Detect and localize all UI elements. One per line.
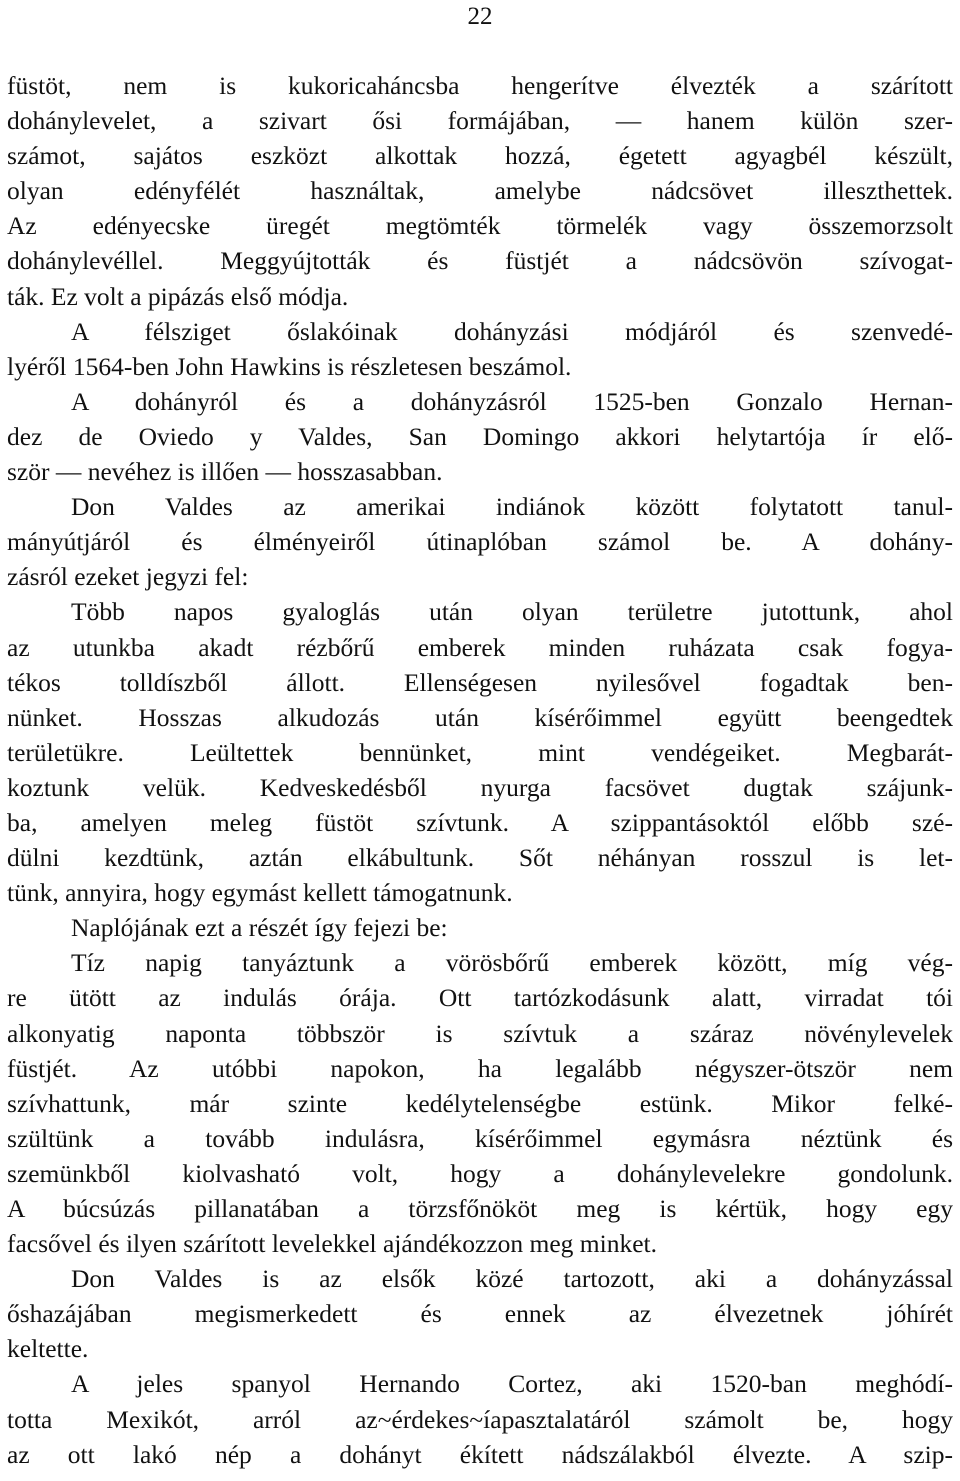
text-line: tünk, annyira, hogy egymást kellett támogatnunk. — [7, 878, 513, 908]
text-line: Don Valdes is az elsők közé tartozott, aki a dohányzással — [71, 1264, 953, 1294]
text-line: dülni kezdtünk, aztán elkábultunk. Sőt néhányan rosszul is let- — [7, 843, 953, 873]
text-line: zásról ezeket jegyzi fel: — [7, 562, 249, 592]
text-line: szívhattunk, már szinte kedélytelenségbe estünk. Mikor felké- — [7, 1088, 953, 1118]
page-number: 22 — [467, 3, 493, 30]
text-line: dohánylevéllel. Meggyújtották és füstjét a nádcsövön szívogat- — [7, 246, 953, 276]
text-line: Tíz napig tanyáztunk a vörösbőrű emberek között, míg vég- — [71, 948, 953, 978]
body-text — [7, 68, 953, 1472]
text-line: lyéről 1564-ben John Hawkins is részletesen beszámol. — [7, 351, 572, 381]
text-line: mányútjáról és élményeiről útinaplóban számol be. A dohány- — [7, 527, 953, 557]
text-line: alkonyatig naponta többször is szívtuk a száraz növénylevelek — [7, 1018, 953, 1048]
text-line: az utunkba akadt rézbőrű emberek minden ruházata csak fogya- — [7, 632, 953, 662]
text-line: szültünk a tovább indulásra, kísérőimmel egymásra néztünk és — [7, 1123, 953, 1153]
text-line: nünket. Hosszas alkudozás után kísérőimmel együtt beengedtek — [7, 702, 953, 732]
text-line: füstjét. Az utóbbi napokon, ha legalább négyszer-ötször nem — [7, 1053, 953, 1083]
text-line: Naplójának ezt a részét így fejezi be: — [71, 913, 448, 943]
text-line: őshazájában megismerkedett és ennek az élvezetnek jóhírét — [7, 1299, 953, 1329]
text-line: A jeles spanyol Hernando Cortez, aki 1520-ban meghódí- — [71, 1369, 953, 1399]
text-line: ba, amelyen meleg füstöt szívtunk. A szippantásoktól előbb szé- — [7, 807, 953, 837]
text-line: füstöt, nem is kukoricaháncsba hengerítve élvezték a szárított — [7, 71, 953, 100]
text-line: Don Valdes az amerikai indiánok között folytatott tanul- — [71, 492, 953, 522]
text-line: területükre. Leültettek bennünket, mint vendégeiket. Megbarát- — [7, 737, 953, 767]
text-line: dohánylevelet, a szivart ősi formájában, — hanem külön szer- — [7, 106, 953, 136]
text-line: A félsziget őslakóinak dohányzási módjáról és szenvedé- — [71, 316, 953, 346]
text-line: koztunk velük. Kedveskedésből nyurga facsövet dugtak szájunk- — [7, 772, 953, 802]
text-line: re ütött az indulás órája. Ott tartózkodásunk alatt, virradat tói — [7, 983, 953, 1013]
text-line: totta Mexikót, arról az~érdekes~íapasztalatáról számolt be, hogy — [7, 1404, 953, 1434]
text-line: szemünkből kiolvasható volt, hogy a dohánylevelekre gondolunk. — [7, 1158, 953, 1188]
text-line: Az edényecske üregét megtömték törmelék vagy összemorzsolt — [7, 211, 953, 241]
text-line: számot, sajátos eszközt alkottak hozzá, égetett agyagbél készült, — [7, 141, 953, 171]
text-line: tékos tolldíszből állott. Ellenségesen nyilesővel fogadtak ben- — [7, 667, 953, 697]
text-line: ták. Ez volt a pipázás első módja. — [7, 281, 349, 311]
text-line: Több napos gyaloglás után olyan területre jutottunk, ahol — [71, 597, 953, 627]
text-line: A dohányról és a dohányzásról 1525-ben Gonzalo Hernan- — [71, 386, 953, 416]
text-line: ször — nevéhez is illően — hosszasabban. — [7, 457, 443, 487]
text-line: dez de Oviedo y Valdes, San Domingo akkori helytartója ír elő- — [7, 421, 953, 451]
text-line: keltette. — [7, 1334, 89, 1364]
text-line: facsővel és ilyen szárított levelekkel ajándékozzon meg minket. — [7, 1229, 658, 1259]
text-line: olyan edényfélét használtak, amelybe nádcsövet illeszthettek. — [7, 176, 953, 206]
text-line: az ott lakó nép a dohányt ékített nádszálakból élvezte. A szip- — [7, 1439, 953, 1469]
text-line: A búcsúzás pillanatában a törzsfőnököt meg is kértük, hogy egy — [7, 1194, 953, 1223]
